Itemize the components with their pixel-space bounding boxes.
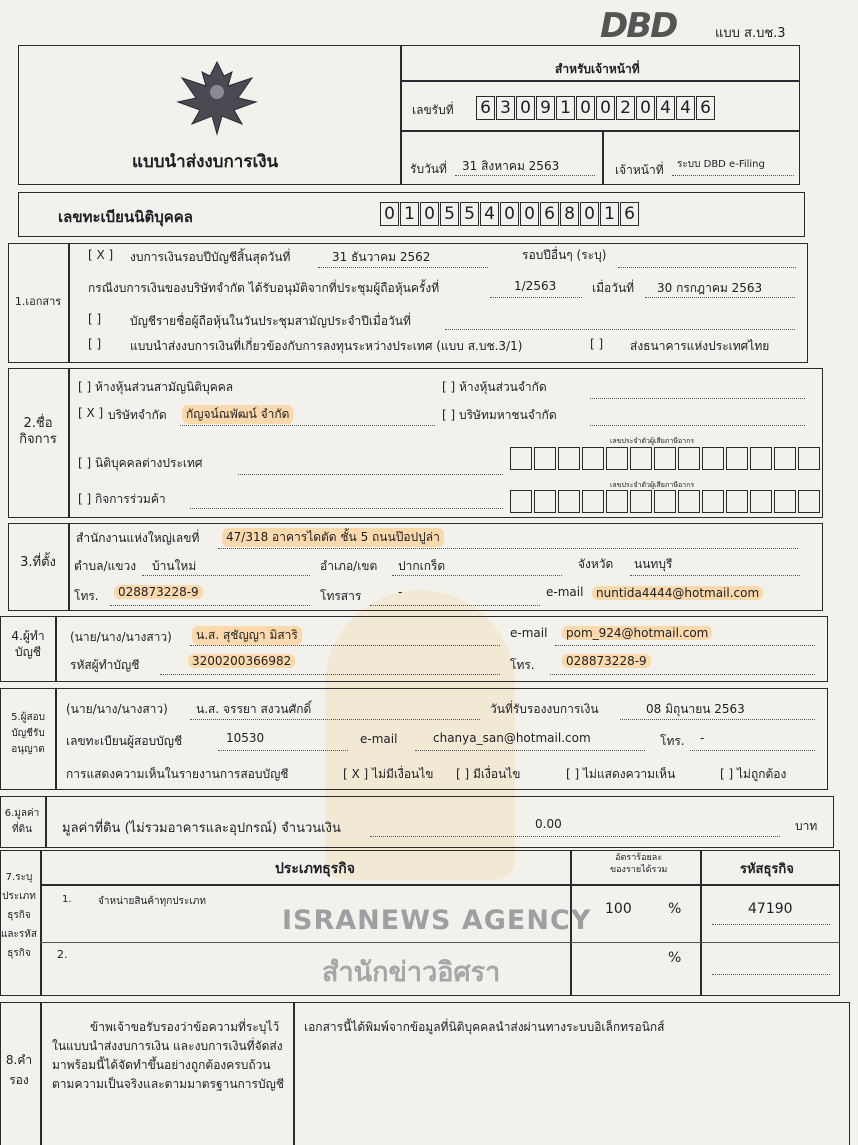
bookkeeper-email: pom_924@hotmail.com — [562, 626, 712, 640]
s1-row1-other: รอบปีอื่นๆ (ระบุ) — [522, 248, 607, 262]
email-label: e-mail — [546, 585, 584, 599]
receipt-digit: 0 — [596, 96, 615, 120]
s1-row1-text: งบการเงินรอบปีบัญชีสิ้นสุดวันที่ — [130, 250, 291, 264]
receipt-number-cells — [476, 96, 716, 120]
certify-text: ข้าพเจ้าขอรับรองว่าข้อความที่ระบุไว้ในแบบนำส่งงบการเงิน และงบการเงินที่จัดส่งมาพร้อมนี้ได้จัดทำขึ้นอย่างถูกต้องครบถ้วน ตามความเป็นจริงและตามมาตรฐานการบัญชี — [52, 1020, 284, 1091]
auditor-email: chanya_san@hotmail.com — [433, 731, 591, 745]
subdistrict-value: บ้านใหม่ — [152, 559, 197, 573]
section7-label: 7.ระบุ ประเภท ธุรกิจ และรหัส ธุรกิจ — [0, 872, 37, 959]
receive-date-value: 31 สิงหาคม 2563 — [462, 159, 560, 173]
s1-row2-value: 1/2563 — [514, 279, 557, 293]
row1-percent-sign: % — [668, 901, 682, 917]
row1-percent: 100 — [605, 901, 632, 917]
row1-no: 1. — [62, 894, 72, 905]
phone-value: 028873228-9 — [114, 585, 203, 599]
s2-opt3-check: [ X ] — [78, 406, 104, 420]
bookkeeper-name-label: (นาย/นาง/นางสาว) — [70, 630, 172, 644]
reg-digit: 6 — [620, 202, 639, 226]
hq-address: 47/318 อาคารไดตัด ชั้น 5 ถนนป๊อปปูล่า — [222, 528, 444, 547]
auditor-email-label: e-mail — [360, 732, 398, 746]
header-divider — [400, 45, 402, 185]
district-label: อำเภอ/เขต — [320, 559, 378, 573]
col-business-code: รหัสธุรกิจ — [740, 862, 794, 877]
province-label: จังหวัด — [578, 557, 614, 571]
auditor-name: น.ส. จรรยา สงวนศักดิ์ — [196, 702, 312, 716]
s1-row1-check: [ X ] — [88, 248, 114, 262]
officer-label: เจ้าหน้าที่ — [615, 163, 664, 177]
reg-digit: 0 — [520, 202, 539, 226]
garuda-emblem-icon — [172, 58, 262, 140]
phone-label: โทร. — [74, 589, 99, 603]
province-value: นนทบุรี — [634, 557, 673, 571]
auditor-phone-label: โทร. — [660, 734, 685, 748]
tax-id-caption-1: เลขประจำตัวผู้เสียภาษีอากร — [610, 437, 695, 445]
s1-row1-value: 31 ธันวาคม 2562 — [332, 250, 431, 264]
reg-digit: 1 — [400, 202, 419, 226]
fax-label: โทรสาร — [320, 589, 362, 603]
reg-digit: 0 — [380, 202, 399, 226]
opinion-unqualified: [ X ] ไม่มีเงื่อนไข — [343, 767, 434, 781]
watermark-line1: ISRANEWS AGENCY — [282, 905, 592, 936]
registration-number-cells — [380, 202, 640, 226]
s1-row4-text: แบบนำส่งงบการเงินที่เกี่ยวข้องกับการลงทุนระหว่างประเทศ (แบบ ส.บช.3/1) — [130, 339, 523, 353]
registration-label: เลขทะเบียนนิติบุคคล — [58, 208, 193, 226]
section2-label: 2.ชื่อ กิจการ — [19, 416, 57, 447]
district-value: ปากเกร็ด — [398, 559, 446, 573]
auditor-phone: - — [700, 731, 705, 745]
s1-row2-date-value: 30 กรกฎาคม 2563 — [657, 281, 763, 295]
land-value-amount: 0.00 — [535, 817, 562, 831]
bookkeeper-phone: 028873228-9 — [562, 654, 651, 668]
bookkeeper-code: 3200200366982 — [188, 654, 295, 668]
s1-row4-text2: ส่งธนาคารแห่งประเทศไทย — [630, 339, 770, 353]
reg-digit: 4 — [480, 202, 499, 226]
auditor-name-label: (นาย/นาง/นางสาว) — [66, 702, 168, 716]
opinion-label: การแสดงความเห็นในรายงานการสอบบัญชี — [66, 767, 289, 781]
col-percent: อัตราร้อยละ ของรายได้รวม — [610, 853, 668, 875]
receipt-digit: 2 — [616, 96, 635, 120]
subdistrict-label: ตำบล/แขวง — [74, 559, 137, 573]
receipt-digit: 6 — [476, 96, 495, 120]
s2-opt4: [ ] บริษัทมหาชนจำกัด — [442, 408, 557, 422]
s1-row3-text: บัญชีรายชื่อผู้ถือหุ้นในวันประชุมสามัญประจำปีเมื่อวันที่ — [130, 314, 411, 328]
s1-row4-check2: [ ] — [590, 337, 604, 351]
section6-label: 6.มูลค่า ที่ดิน — [4, 808, 40, 835]
bookkeeper-code-label: รหัสผู้ทำบัญชี — [70, 658, 140, 672]
receipt-label: เลขรับที่ — [412, 103, 454, 117]
s2-opt3-label: บริษัทจำกัด — [108, 408, 167, 422]
opinion-qualified: [ ] มีเงื่อนไข — [456, 767, 521, 781]
opinion-adverse: [ ] ไม่ถูกต้อง — [720, 767, 787, 781]
bookkeeper-email-label: e-mail — [510, 626, 548, 640]
s1-row2-date-label: เมื่อวันที่ — [592, 281, 635, 295]
receipt-digit: 0 — [516, 96, 535, 120]
tax-id-cells-1 — [510, 447, 822, 474]
bookkeeper-phone-label: โทร. — [510, 658, 535, 672]
cert-date-label: วันที่รับรองงบการเงิน — [490, 702, 599, 716]
s2-opt6: [ ] กิจการร่วมค้า — [78, 492, 166, 506]
cert-date-value: 08 มิถุนายน 2563 — [646, 702, 745, 716]
land-value-label: มูลค่าที่ดิน (ไม่รวมอาคารและอุปกรณ์) จำนวนเงิน — [62, 821, 341, 836]
row2-no: 2. — [57, 948, 68, 961]
fax-value: - — [398, 585, 403, 599]
row1-type: จำหน่ายสินค้าทุกประเภท — [98, 896, 206, 907]
receipt-digit: 1 — [556, 96, 575, 120]
reg-digit: 0 — [420, 202, 439, 226]
reg-digit: 8 — [560, 202, 579, 226]
reg-digit: 5 — [440, 202, 459, 226]
form-code: แบบ ส.บช.3 — [715, 26, 786, 41]
section3-label: 3.ที่ตั้ง — [20, 555, 56, 570]
hq-label: สำนักงานแห่งใหญ่เลขที่ — [76, 531, 200, 545]
staff-title: สำหรับเจ้าหน้าที่ — [555, 62, 640, 76]
receipt-digit: 4 — [656, 96, 675, 120]
land-value-unit: บาท — [795, 819, 818, 833]
reg-digit: 5 — [460, 202, 479, 226]
auditor-reg-label: เลขทะเบียนผู้สอบบัญชี — [66, 734, 183, 748]
section1-label: 1.เอกสาร — [14, 295, 62, 308]
s1-row2-text: กรณีงบการเงินของบริษัทจำกัด ได้รับอนุมัติจากที่ประชุมผู้ถือหุ้นครั้งที่ — [88, 281, 440, 295]
receive-date-label: รับวันที่ — [410, 162, 447, 176]
s1-row4-check: [ ] — [88, 337, 102, 351]
reg-digit: 1 — [600, 202, 619, 226]
col-business-type: ประเภทธุรกิจ — [275, 861, 355, 877]
receipt-digit: 4 — [676, 96, 695, 120]
s1-row3-check: [ ] — [88, 312, 102, 326]
reg-digit: 0 — [500, 202, 519, 226]
bookkeeper-name: น.ส. สุชัญญา มิสาริ — [192, 626, 302, 645]
s2-opt2: [ ] ห้างหุ้นส่วนจำกัด — [442, 380, 547, 394]
s2-opt1: [ ] ห้างหุ้นส่วนสามัญนิติบุคคล — [78, 380, 234, 394]
dbd-logo: DBD — [600, 6, 677, 46]
row1-code: 47190 — [748, 901, 793, 917]
section5-label: 5.ผู้สอบ บัญชีรับ อนุญาต — [11, 712, 45, 755]
company-name: กัญจน์ณพัฒน์ จำกัด — [182, 405, 293, 424]
email-value: nuntida4444@hotmail.com — [592, 586, 763, 600]
receipt-digit: 3 — [496, 96, 515, 120]
reg-digit: 6 — [540, 202, 559, 226]
tax-id-cells-2 — [510, 490, 822, 517]
reg-digit: 0 — [580, 202, 599, 226]
form-title: แบบนำส่งงบการเงิน — [132, 152, 279, 172]
officer-value: ระบบ DBD e-Filing — [677, 159, 765, 170]
receipt-digit: 0 — [636, 96, 655, 120]
row2-percent-sign: % — [668, 950, 682, 966]
receipt-digit: 9 — [536, 96, 555, 120]
watermark-line2: สำนักข่าวอิศรา — [322, 957, 501, 988]
receipt-digit: 6 — [696, 96, 715, 120]
electronic-note: เอกสารนี้ได้พิมพ์จากข้อมูลที่นิติบุคคลนำส่งผ่านทางระบบอิเล็กทรอนิกส์ — [304, 1020, 665, 1034]
section4-label: 4.ผู้ทำ บัญชี — [11, 629, 45, 659]
receipt-digit: 0 — [576, 96, 595, 120]
opinion-disclaimer: [ ] ไม่แสดงความเห็น — [566, 767, 676, 781]
s2-opt5: [ ] นิติบุคคลต่างประเทศ — [78, 456, 203, 470]
section8-label: 8.คำ รอง — [5, 1053, 33, 1087]
tax-id-caption-2: เลขประจำตัวผู้เสียภาษีอากร — [610, 481, 695, 489]
auditor-reg-value: 10530 — [226, 731, 265, 745]
